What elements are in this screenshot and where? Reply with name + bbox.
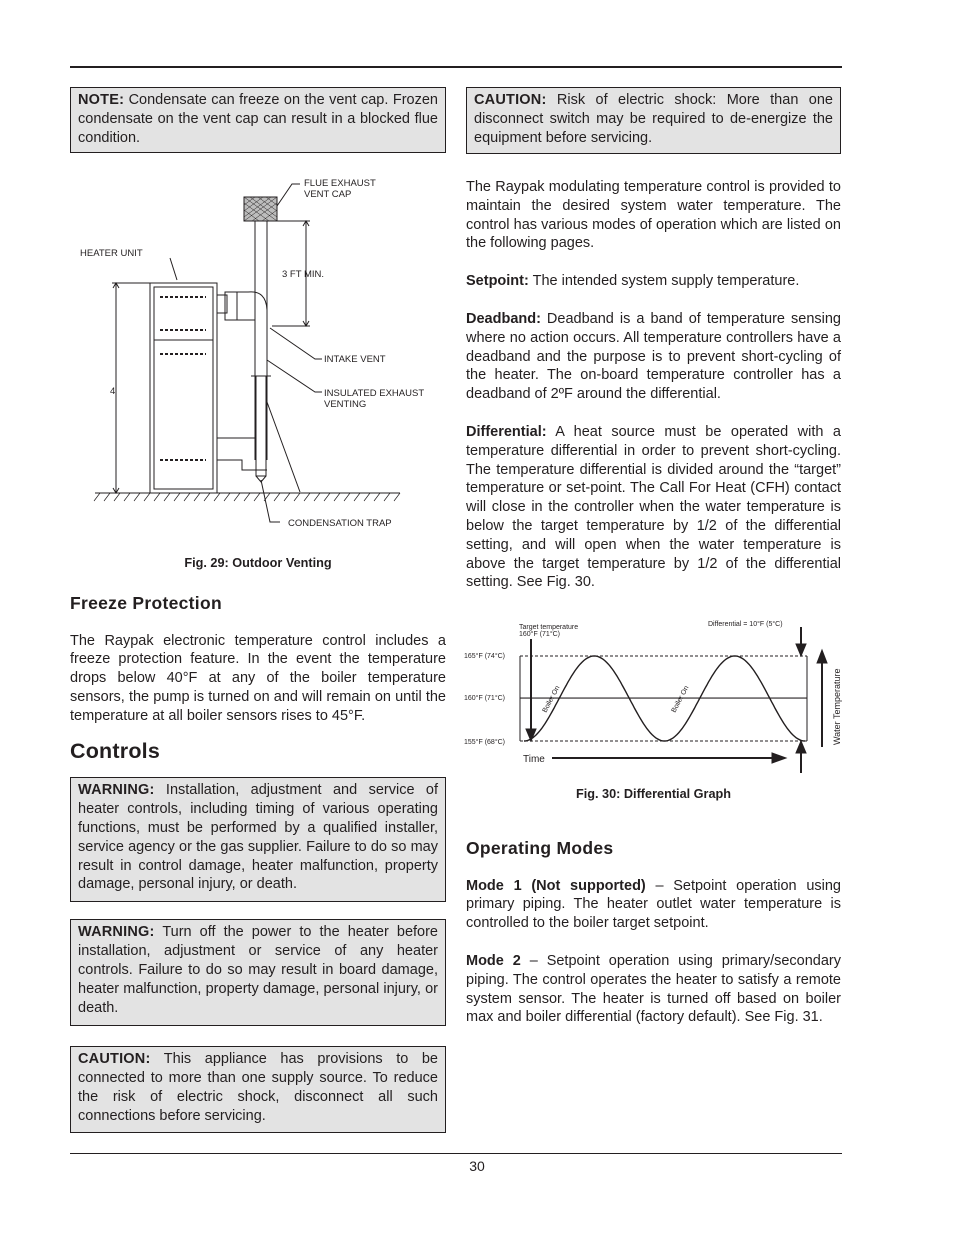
label-insulated-1: INSULATED EXHAUST xyxy=(324,388,425,399)
fig30-caption: Fig. 30: Differential Graph xyxy=(575,787,732,801)
caution-right-text: Risk of electric shock: More than one disconnect switch may be required to de-energize the equipment before servicing. xyxy=(474,92,833,146)
label-flue-cap-1: FLUE EXHAUST xyxy=(304,178,376,189)
differential-paragraph xyxy=(466,423,841,592)
warning-box-1 xyxy=(70,777,446,902)
label-three-ft: 3 FT MIN. xyxy=(282,269,325,280)
freeze-heading: Freeze Protection xyxy=(70,592,222,613)
target-label-2: 160°F (71°C) xyxy=(519,631,561,638)
deadband-text: Deadband is a band of temperature sensing where no action occurs. All temperature controllers have a deadband and the purpose is to prevent short-cycling of the heater. The on-board temperature controller has a deadband of 2ºF around the differential. xyxy=(466,310,841,403)
intro-text: The Raypak modulating temperature control is provided to maintain the desired system water temperature. The control has various modes of operation which are listed on the following pages. xyxy=(466,179,841,252)
outdoor-venting-figure xyxy=(70,170,446,540)
differential-label: Differential = 10°F (5°C) xyxy=(708,621,783,628)
y-axis-label: Water Temperature xyxy=(832,668,842,745)
caution-box-right xyxy=(466,87,841,154)
left-column xyxy=(70,87,446,153)
mode1-text: – Setpoint operation using primary piping. The heater outlet water temperature is controlled to the boiler target setpoint. xyxy=(466,877,841,932)
note-box xyxy=(70,87,446,153)
differential-arrow-up xyxy=(796,741,806,753)
footer-rule xyxy=(70,1153,842,1154)
differential-text: A heat source must be operated with a temperature differential in order to prevent short-cycling. The temperature differential is divided around the “target” temperature or set-point. The Call For Heat (CFH) contact will close in the controller when the water temperature is below the target temperature by 1/2 of the differential setting, and will open when the water temperature is above the target temperature by 1/2 of the differential setting. See Fig. 30. xyxy=(466,423,841,591)
controls-heading: Controls xyxy=(70,738,160,763)
boiler-on-label-2: Boiler On xyxy=(670,684,691,714)
left-column-lower xyxy=(70,554,446,1133)
warning1-text: Installation, adjustment and service of heater controls, including timing of various operating functions, must be performed by a qualified installer, service agency or the gas supplier. Failure to do so may result in control damage, heater malfunction, property damage, personal injury, or death. xyxy=(78,782,438,893)
deadband-paragraph xyxy=(466,310,841,404)
deadband-term: Deadband: xyxy=(466,310,541,327)
right-column-lower xyxy=(466,785,841,1027)
time-arrow xyxy=(772,753,786,763)
label-flue-cap-2: VENT CAP xyxy=(304,189,352,200)
caution-box-left xyxy=(70,1046,446,1133)
differential-term: Differential: xyxy=(466,423,547,440)
operating-modes-heading: Operating Modes xyxy=(466,837,614,858)
mode1-paragraph xyxy=(466,877,841,933)
target-arrow xyxy=(526,729,536,741)
target-label-1: Target temperature xyxy=(519,624,579,631)
setpoint-text: The intended system supply temperature. xyxy=(528,273,800,290)
caution-left-text: This appliance has provisions to be connected to more than one supply source. To reduce the risk of electric shock, disconnect all such connections before servicing. xyxy=(78,1051,438,1124)
mode1-term: Mode 1 (Not supported) xyxy=(466,877,646,894)
warning2-label: WARNING: xyxy=(78,924,155,941)
ytick-160: 160°F (71°C) xyxy=(464,695,506,702)
label-four: 4 xyxy=(110,386,116,397)
mode2-paragraph xyxy=(466,952,841,1027)
label-condensation-trap: CONDENSATION TRAP xyxy=(288,518,392,529)
water-temp-arrow xyxy=(817,650,827,663)
ytick-155: 155°F (68°C) xyxy=(464,739,506,746)
mode2-term: Mode 2 xyxy=(466,952,521,969)
warning-box-2 xyxy=(70,919,446,1026)
label-insulated-2: VENTING xyxy=(324,399,367,410)
setpoint-paragraph xyxy=(466,272,841,291)
differential-arrow-down xyxy=(796,644,806,656)
label-intake-vent: INTAKE VENT xyxy=(324,354,386,365)
header-rule xyxy=(70,66,842,68)
label-heater-unit: HEATER UNIT xyxy=(80,248,143,259)
note-text: Condensate can freeze on the vent cap. Frozen condensate on the vent cap can result in a blocked flue condition. xyxy=(78,92,438,146)
right-column xyxy=(466,87,841,592)
caution-left-label: CAUTION: xyxy=(78,1051,151,1068)
warning1-label: WARNING: xyxy=(78,782,155,799)
mode2-text: – Setpoint operation using primary/secondary piping. The control operates the heater to satisfy a remote system sensor. The heater is turned off based on boiler max and boiler differential (factory default). See Fig. 31. xyxy=(466,952,841,1026)
boiler-on-label-1: Boiler On xyxy=(541,684,562,714)
heater-unit xyxy=(150,283,217,493)
differential-graph xyxy=(462,617,846,777)
freeze-text: The Raypak electronic temperature control includes a freeze protection feature. In the event the temperature drops below 40°F at any of the boiler temperature sensors, the pump is turned on and will remain on until the temperature at all boiler sensors rises to 45°F. xyxy=(70,632,446,724)
x-axis-label: Time xyxy=(523,754,545,765)
caution-right-label: CAUTION: xyxy=(474,92,547,108)
ytick-165: 165°F (74°C) xyxy=(464,653,506,660)
setpoint-term: Setpoint: xyxy=(466,273,529,290)
warning2-text: Turn off the power to the heater before installation, adjustment or service of any heater controls. Failure to do so may result in board damage, heater malfunction, property damage, personal injury, or death. xyxy=(78,924,438,1016)
fig29-caption: Fig. 29: Outdoor Venting xyxy=(184,556,332,570)
note-label: NOTE: xyxy=(78,92,125,108)
page-number: 30 xyxy=(469,1158,485,1174)
